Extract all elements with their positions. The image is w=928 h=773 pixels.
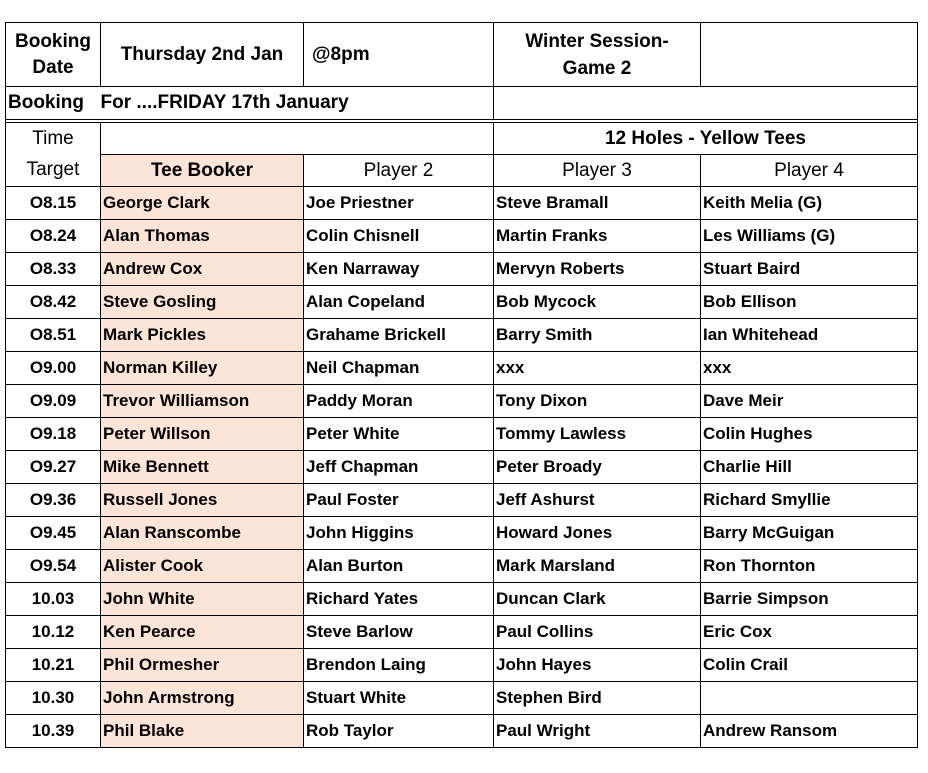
player3-cell: Paul Wright [494,715,701,748]
player2-cell: Steve Barlow [304,616,494,649]
tee-booker-cell: George Clark [101,187,304,220]
session-title: Winter Session- Game 2 [494,23,701,87]
table-row [6,352,918,385]
player4-cell: Barrie Simpson [701,583,918,616]
player4-cell: Barry McGuigan [701,517,918,550]
player3-cell: Tommy Lawless [494,418,701,451]
tee-time-cell: O8.24 [6,220,101,253]
tee-booker-cell: Andrew Cox [101,253,304,286]
player4-header: Player 4 [701,155,918,187]
player2-cell: John Higgins [304,517,494,550]
tee-time-cell: 10.21 [6,649,101,682]
player4-cell: Charlie Hill [701,451,918,484]
tee-booker-cell: Alan Ranscombe [101,517,304,550]
player4-cell: xxx [701,352,918,385]
table-row [6,385,918,418]
player4-cell: Richard Smyllie [701,484,918,517]
player2-cell: Paul Foster [304,484,494,517]
holes-note: 12 Holes - Yellow Tees [494,123,918,155]
player2-cell: Jeff Chapman [304,451,494,484]
player4-cell: Bob Ellison [701,286,918,319]
player3-cell: Bob Mycock [494,286,701,319]
player3-cell: Steve Bramall [494,187,701,220]
player3-cell: Stephen Bird [494,682,701,715]
tee-booker-cell: Phil Ormesher [101,649,304,682]
tee-booker-cell: Norman Killey [101,352,304,385]
tee-time-cell: 10.12 [6,616,101,649]
player4-cell: Colin Crail [701,649,918,682]
table-row [6,418,918,451]
player3-cell: Jeff Ashurst [494,484,701,517]
tee-time-cell: O8.33 [6,253,101,286]
player3-cell: Howard Jones [494,517,701,550]
header-row [6,23,918,87]
column-header-row [6,155,918,187]
tee-time-cell: O8.15 [6,187,101,220]
time-label: Time [6,123,101,155]
player2-header: Player 2 [304,155,494,187]
tee-time-cell: O9.00 [6,352,101,385]
player2-cell: Joe Priestner [304,187,494,220]
player3-cell: Tony Dixon [494,385,701,418]
tee-booker-cell: Peter Willson [101,418,304,451]
player2-cell: Brendon Laing [304,649,494,682]
table-row [6,451,918,484]
tee-time-cell: 10.39 [6,715,101,748]
tee-booker-cell: Mike Bennett [101,451,304,484]
target-label: Target [6,155,101,187]
player4-cell: Colin Hughes [701,418,918,451]
tee-booker-cell: Trevor Williamson [101,385,304,418]
table-row [6,220,918,253]
tee-booker-cell: Mark Pickles [101,319,304,352]
tee-booker-cell: Alan Thomas [101,220,304,253]
player2-cell: Neil Chapman [304,352,494,385]
player2-cell: Richard Yates [304,583,494,616]
tee-time-cell: O9.27 [6,451,101,484]
table-row [6,517,918,550]
booking-for-row [6,87,918,120]
tee-time-cell: O8.42 [6,286,101,319]
player2-cell: Colin Chisnell [304,220,494,253]
player2-cell: Rob Taylor [304,715,494,748]
player2-cell: Alan Burton [304,550,494,583]
player3-cell: Paul Collins [494,616,701,649]
booking-table [5,22,918,748]
booking-for-empty [494,87,918,120]
tee-time-cell: O9.54 [6,550,101,583]
tee-time-cell: O8.51 [6,319,101,352]
player2-cell: Alan Copeland [304,286,494,319]
table-row [6,550,918,583]
player4-cell: Stuart Baird [701,253,918,286]
player4-cell: Keith Melia (G) [701,187,918,220]
tee-booker-cell: Phil Blake [101,715,304,748]
player3-cell: Barry Smith [494,319,701,352]
tee-time-cell: O9.09 [6,385,101,418]
player2-cell: Grahame Brickell [304,319,494,352]
tee-booker-cell: Ken Pearce [101,616,304,649]
table-row [6,649,918,682]
header-empty-cell [701,23,918,87]
tee-time-cell: 10.03 [6,583,101,616]
tee-booker-cell: Alister Cook [101,550,304,583]
booking-time: @8pm [304,23,494,87]
player2-cell: Stuart White [304,682,494,715]
player3-cell: Mark Marsland [494,550,701,583]
tee-time-cell: O9.45 [6,517,101,550]
player4-cell [701,682,918,715]
player4-cell: Les Williams (G) [701,220,918,253]
player4-cell: Andrew Ransom [701,715,918,748]
player4-cell: Eric Cox [701,616,918,649]
player2-cell: Peter White [304,418,494,451]
player4-cell: Ron Thornton [701,550,918,583]
player4-cell: Dave Meir [701,385,918,418]
booking-for-label: Booking [6,87,101,120]
table-row [6,616,918,649]
booking-date-value: Thursday 2nd Jan [101,23,304,87]
player2-cell: Ken Narraway [304,253,494,286]
tee-booker-cell: Steve Gosling [101,286,304,319]
tee-time-cell: O9.36 [6,484,101,517]
table-row [6,715,918,748]
table-row [6,319,918,352]
player3-cell: xxx [494,352,701,385]
tee-sheet [5,22,917,748]
table-row [6,187,918,220]
time-empty [101,123,494,155]
player4-cell: Ian Whitehead [701,319,918,352]
booking-date-label: Booking Date [6,23,101,87]
table-row [6,682,918,715]
player3-header: Player 3 [494,155,701,187]
player3-cell: Peter Broady [494,451,701,484]
tee-time-cell: 10.30 [6,682,101,715]
tee-booker-header: Tee Booker [101,155,304,187]
tee-booker-cell: John White [101,583,304,616]
player2-cell: Paddy Moran [304,385,494,418]
player3-cell: John Hayes [494,649,701,682]
table-row [6,583,918,616]
table-row [6,253,918,286]
player3-cell: Mervyn Roberts [494,253,701,286]
time-row [6,123,918,155]
tee-time-cell: O9.18 [6,418,101,451]
booking-for-value: For ....FRIDAY 17th January [101,87,494,120]
player3-cell: Duncan Clark [494,583,701,616]
tee-booker-cell: Russell Jones [101,484,304,517]
player3-cell: Martin Franks [494,220,701,253]
tee-booker-cell: John Armstrong [101,682,304,715]
table-row [6,286,918,319]
table-row [6,484,918,517]
